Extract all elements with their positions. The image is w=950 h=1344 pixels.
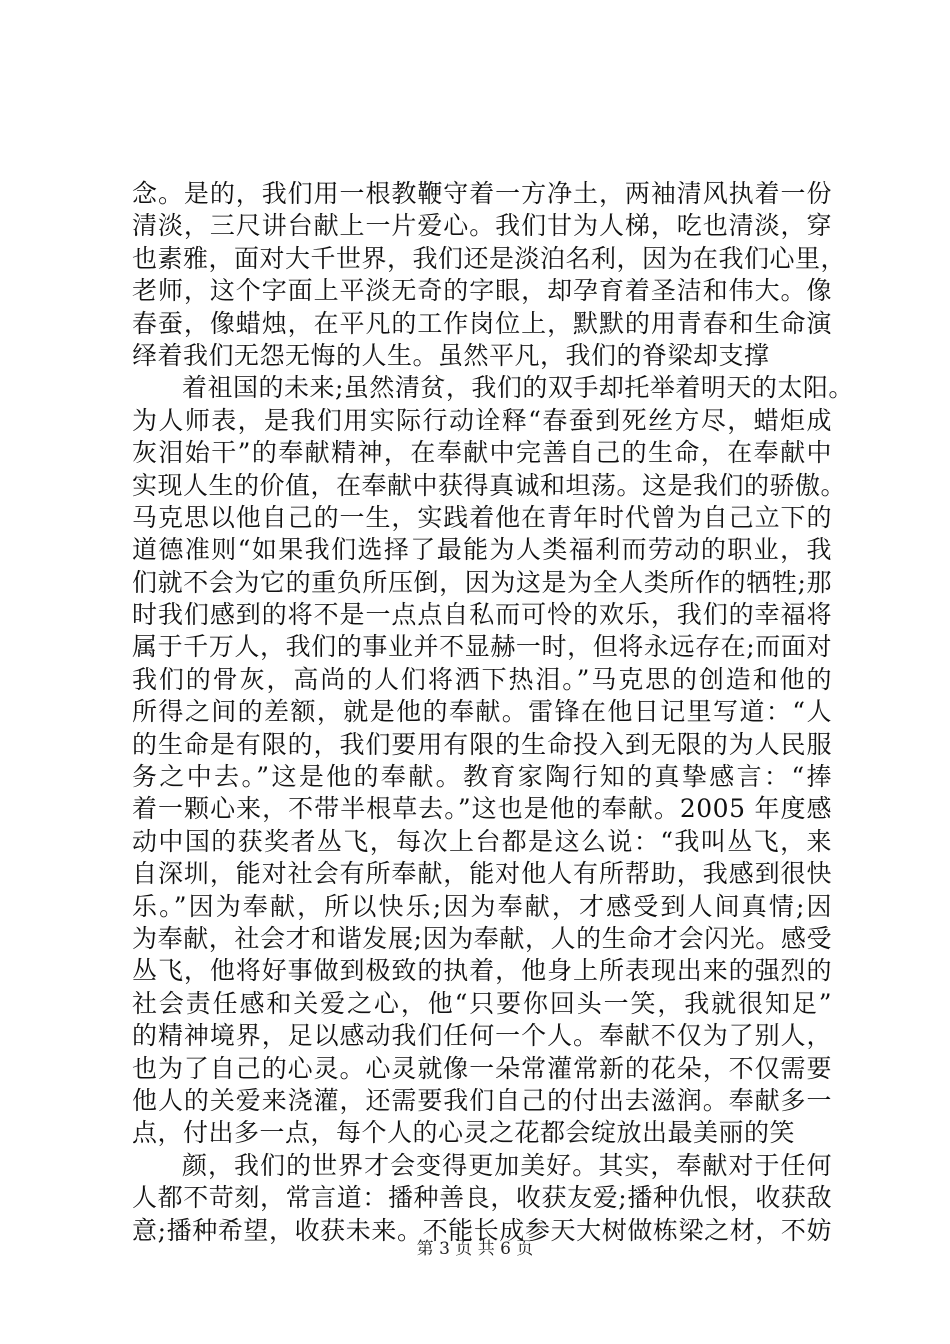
text-line: 着祖国的未来;虽然清贫，我们的双手却托举着明天的太阳。 [182, 373, 854, 403]
text-line: 丛飞，他将好事做到极致的执着，他身上所表现出来的强烈的 [132, 956, 832, 986]
text-line: 我们的骨灰，高尚的人们将洒下热泪。”马克思的创造和他的 [132, 664, 832, 694]
text-line: 意;播种希望，收获未来。不能长成参天大树做栋梁之材，不妨 [132, 1215, 832, 1245]
text-line: 实现人生的价值，在奉献中获得真诚和坦荡。这是我们的骄傲。 [132, 470, 847, 500]
text-line: 的精神境界，足以感动我们任何一个人。奉献不仅为了别人， [132, 1021, 832, 1051]
text-line: 也素雅，面对大千世界，我们还是淡泊名利，因为在我们心里， [132, 243, 847, 273]
text-line: 道德准则“如果我们选择了最能为人类福利而劳动的职业，我 [132, 535, 832, 565]
text-line: 绎着我们无怨无悔的人生。虽然平凡，我们的脊梁却支撑 [132, 340, 770, 370]
text-line: 务之中去。”这是他的奉献。教育家陶行知的真挚感言：“捧 [132, 762, 832, 792]
page-number-footer: 第 3 页 共 6 页 [416, 1239, 534, 1259]
text-line: 乐。”因为奉献，所以快乐;因为奉献，才感受到人间真情;因 [132, 891, 832, 921]
text-line: 的生命是有限的，我们要用有限的生命投入到无限的为人民服 [132, 729, 832, 759]
text-line: 们就不会为它的重负所压倒，因为这是为全人类所作的牺牲;那 [132, 567, 832, 597]
text-line: 老师，这个字面上平淡无奇的字眼，却孕育着圣洁和伟大。像 [132, 276, 832, 306]
text-line: 清淡，三尺讲台献上一片爱心。我们甘为人梯，吃也清淡，穿 [132, 211, 832, 241]
text-line: 社会责任感和关爱之心，他“只要你回头一笑，我就很知足” [132, 988, 832, 1018]
text-line: 属于千万人，我们的事业并不显赫一时，但将永远存在;而面对 [132, 632, 832, 662]
text-line: 点，付出多一点，每个人的心灵之花都会绽放出最美丽的笑 [132, 1118, 796, 1148]
text-line: 也为了自己的心灵。心灵就像一朵常灌常新的花朵，不仅需要 [132, 1053, 832, 1083]
text-line: 着一颗心来，不带半根草去。”这也是他的奉献。2005 年度感 [132, 794, 832, 824]
text-line: 时我们感到的将不是一点点自私而可怜的欢乐，我们的幸福将 [132, 600, 832, 630]
text-line: 颜，我们的世界才会变得更加美好。其实，奉献对于任何 [182, 1150, 832, 1180]
text-line: 春蚕，像蜡烛，在平凡的工作岗位上，默默的用青春和生命演 [132, 308, 832, 338]
text-line: 为奉献，社会才和谐发展;因为奉献，人的生命才会闪光。感受 [132, 923, 832, 953]
text-line: 为人师表，是我们用实际行动诠释“春蚕到死丝方尽，蜡炬成 [132, 405, 832, 435]
document-body [132, 178, 854, 1247]
text-line: 灰泪始干”的奉献精神，在奉献中完善自己的生命，在奉献中 [132, 438, 832, 468]
text-line: 人都不苛刻，常言道：播种善良，收获友爱;播种仇恨，收获敌 [132, 1183, 832, 1213]
text-line: 马克思以他自己的一生，实践着他在青年时代曾为自己立下的 [132, 502, 832, 532]
text-line: 所得之间的差额，就是他的奉献。雷锋在他日记里写道：“人 [132, 697, 832, 727]
text-line: 他人的关爱来浇灌，还需要我们自己的付出去滋润。奉献多一 [132, 1085, 832, 1115]
text-line: 念。是的，我们用一根教鞭守着一方净土，两袖清风执着一份 [132, 179, 832, 208]
text-line: 动中国的获奖者丛飞，每次上台都是这么说：“我叫丛飞，来 [132, 826, 832, 856]
text-line: 自深圳，能对社会有所奉献，能对他人有所帮助，我感到很快 [132, 859, 832, 889]
